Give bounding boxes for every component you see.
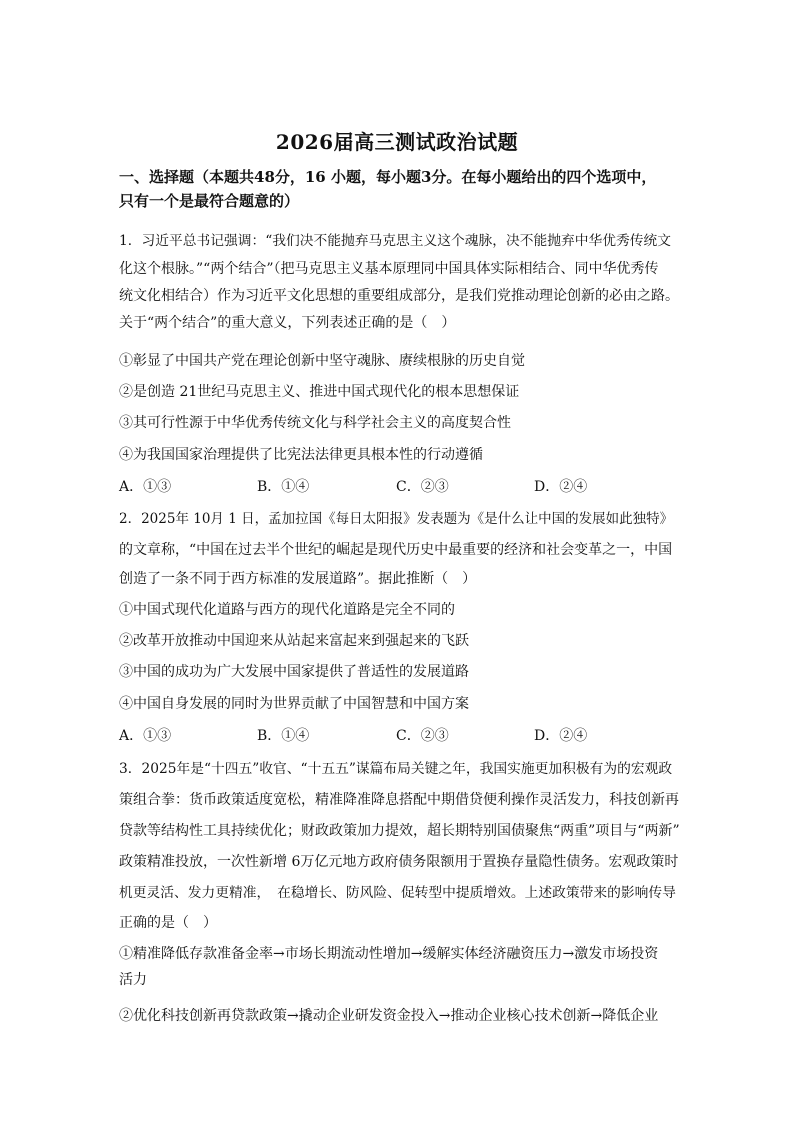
q1-item: ④为我国国家治理提供了比宪法法律更具根本性的行动遵循 bbox=[119, 447, 483, 463]
exam-title: 2026届高三测试政治试题 bbox=[275, 130, 519, 154]
q2-item: ③中国的成功为广大发展中国家提供了普适性的发展道路 bbox=[119, 664, 469, 680]
q3-stem-line: 3．2025年是“十四五”收官、“十五五”谋篇布局关键之年，我国实施更加积极有为的宏观政 bbox=[119, 761, 673, 777]
q1-item: ②是创造 21世纪马克思主义、推进中国式现代化的根本思想保证 bbox=[119, 384, 520, 400]
q1-option-a: A．①③ bbox=[119, 479, 172, 495]
q1-option-d: D．②④ bbox=[534, 479, 588, 495]
q2-item: ①中国式现代化道路与西方的现代化道路是完全不同的 bbox=[119, 602, 455, 618]
q2-option-c: C．②③ bbox=[396, 728, 449, 744]
q1-stem-line: 关于“两个结合”的重大意义，下列表述正确的是（ ） bbox=[119, 315, 456, 331]
q3-stem-line: 贷款等结构性工具持续优化；财政政策加力提效，超长期特别国债聚焦“两重”项目与“两新” bbox=[119, 823, 680, 839]
q2-stem-line: 的文章称，“中国在过去半个世纪的崛起是现代历史中最重要的经济和社会变革之一，中国 bbox=[119, 542, 673, 558]
q3-item: ①精准降低存款准备金率→市场长期流动性增加→缓解实体经济融资压力→激发市场投资 bbox=[119, 946, 659, 962]
q1-stem-line: 统文化相结合）作为习近平文化思想的重要组成部分，是我们党推动理论创新的必由之路。 bbox=[119, 288, 679, 304]
q2-stem-line: 创造了一条不同于西方标准的发展道路”。据此推断（ ） bbox=[119, 571, 477, 587]
q3-item: 活力 bbox=[119, 972, 147, 988]
q1-stem-line: 化这个根脉。”“两个结合”（把马克思主义基本原理同中国具体实际相结合、同中华优秀传 bbox=[119, 261, 659, 277]
q2-option-a: A．①③ bbox=[119, 728, 172, 744]
q1-stem-line: 1．习近平总书记强调：“我们决不能抛弃马克思主义这个魂脉，决不能抛弃中华优秀传统文 bbox=[119, 233, 672, 249]
q2-option-b: B．①④ bbox=[257, 728, 310, 744]
section-header-line-1: 一、选择题（本题共48分，16 小题，每小题3分。在每小题给出的四个选项中， bbox=[119, 168, 657, 186]
q2-option-d: D．②④ bbox=[534, 728, 588, 744]
q3-item: ②优化科技创新再贷款政策→撬动企业研发资金投入→推动企业核心技术创新→降低企业 bbox=[119, 1008, 659, 1024]
q3-stem-line: 正确的是（ ） bbox=[119, 915, 217, 931]
q1-item: ①彰显了中国共产党在理论创新中坚守魂脉、赓续根脉的历史自觉 bbox=[119, 353, 525, 369]
section-header-line-2: 只有一个是最符合题意的） bbox=[119, 192, 300, 210]
q2-item: ④中国自身发展的同时为世界贡献了中国智慧和中国方案 bbox=[119, 696, 469, 712]
q3-stem-line: 政策精准投放，一次性新增 6万亿元地方政府债务限额用于置换存量隐性债务。宏观政策时 bbox=[119, 854, 679, 870]
q2-item: ②改革开放推动中国迎来从站起来富起来到强起来的飞跃 bbox=[119, 633, 469, 649]
q3-stem-line: 策组合拳：货币政策适度宽松，精准降准降息搭配中期借贷便利操作灵活发力，科技创新再 bbox=[119, 792, 679, 808]
q1-option-c: C．②③ bbox=[396, 479, 449, 495]
q2-stem-line: 2．2025年 10月 1 日，孟加拉国《每日太阳报》发表题为《是什么让中国的发展如此独特》 bbox=[119, 511, 674, 527]
q3-stem-line: 机更灵活、发力更精准， 在稳增长、防风险、促转型中提质增效。上述政策带来的影响传导 bbox=[119, 885, 676, 901]
q1-option-b: B．①④ bbox=[257, 479, 310, 495]
q1-item: ③其可行性源于中华优秀传统文化与科学社会主义的高度契合性 bbox=[119, 415, 511, 431]
